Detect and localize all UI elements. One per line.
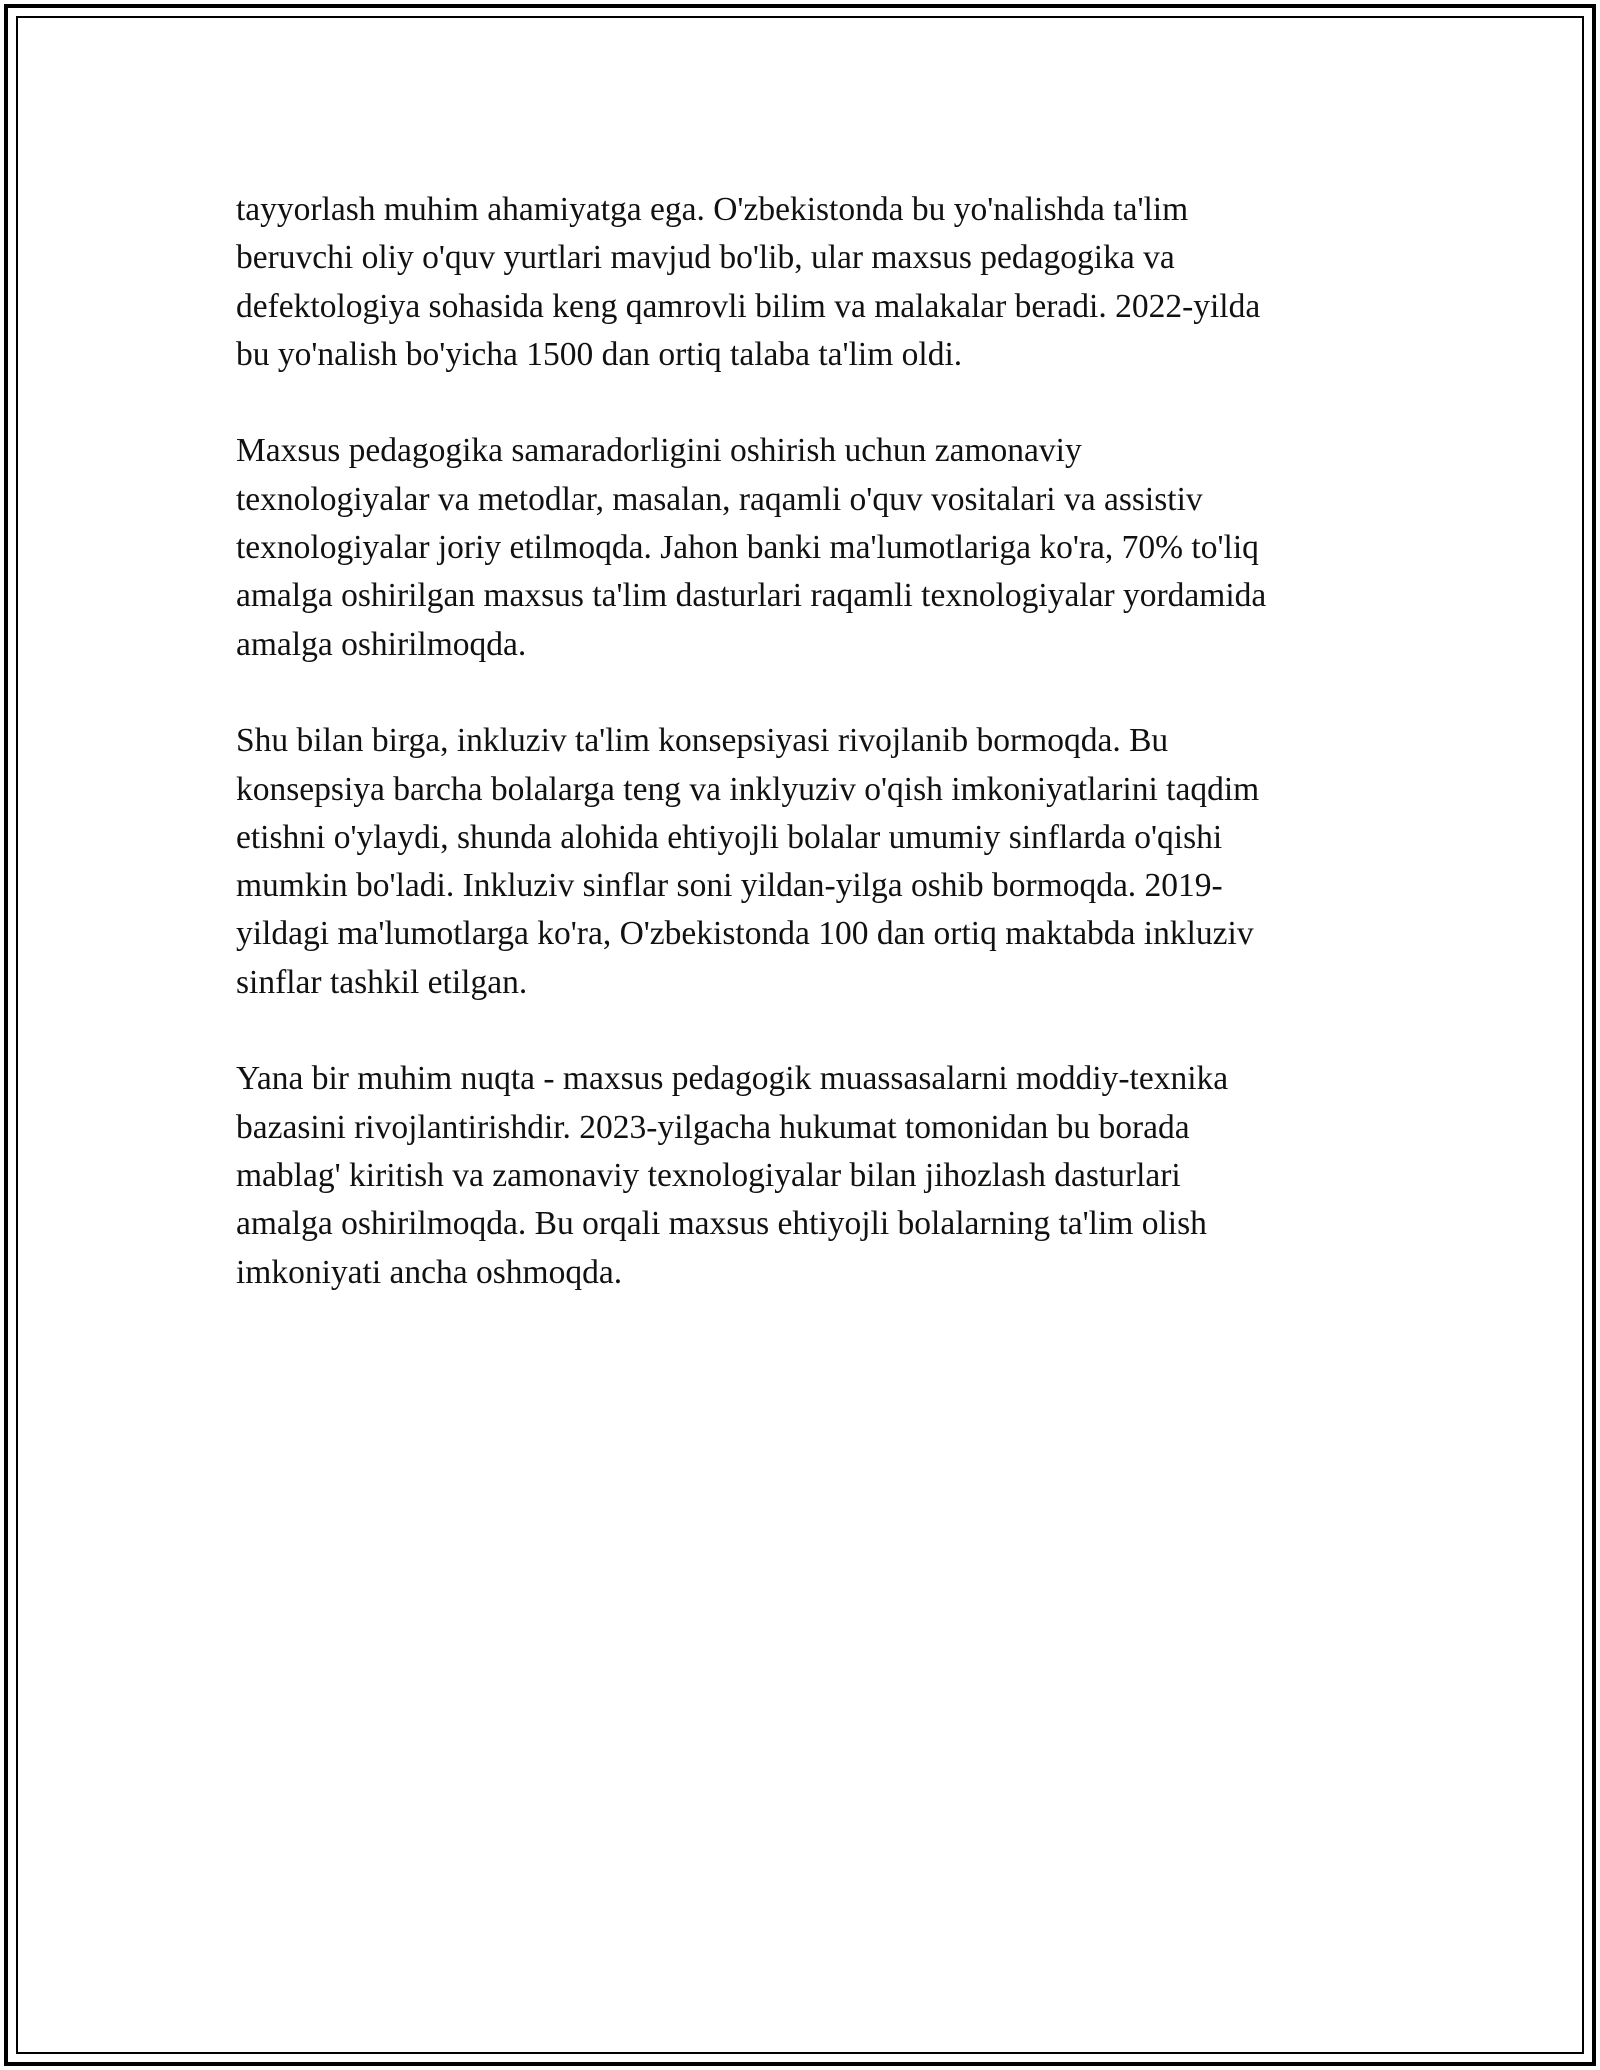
text-line: Maxsus pedagogika samaradorligini oshirish uchun zamonaviy xyxy=(236,432,1082,470)
text-line: amalga oshirilmoqda. Bu orqali maxsus ehtiyojli bolalarning ta'lim olish xyxy=(236,1205,1207,1243)
text-line: sinflar tashkil etilgan. xyxy=(236,963,528,1001)
paragraph-3 xyxy=(236,717,1376,1007)
text-line: tayyorlash muhim ahamiyatga ega. O'zbekistonda bu yo'nalishda ta'lim xyxy=(236,191,1189,228)
text-line: texnologiyalar joriy etilmoqda. Jahon banki ma'lumotlariga ko'ra, 70% to'liq xyxy=(236,529,1259,567)
text-line: mumkin bo'ladi. Inkluziv sinflar soni yildan-yilga oshib bormoqda. 2019- xyxy=(236,867,1223,905)
text-line: Shu bilan birga, inkluziv ta'lim konsepsiyasi rivojlanib bormoqda. Bu xyxy=(236,722,1169,760)
document-body xyxy=(236,186,1376,1345)
text-line: texnologiyalar va metodlar, masalan, raqamli o'quv vositalari va assistiv xyxy=(236,480,1203,518)
text-line: etishni o'ylaydi, shunda alohida ehtiyojli bolalar umumiy sinflarda o'qishi xyxy=(236,818,1223,856)
paragraph-1 xyxy=(236,186,1376,379)
text-line: yildagi ma'lumotlarga ko'ra, O'zbekistonda 100 dan ortiq maktabda inkluziv xyxy=(236,915,1254,953)
text-line: amalga oshirilmoqda. xyxy=(236,625,527,663)
text-line: mablag' kiritish va zamonaviy texnologiyalar bilan jihozlash dasturlari xyxy=(236,1156,1181,1194)
text-line: bazasini rivojlantirishdir. 2023-yilgacha hukumat tomonidan bu borada xyxy=(236,1108,1190,1146)
text-line: konsepsiya barcha bolalarga teng va inklyuziv o'qish imkoniyatlarini taqdim xyxy=(236,770,1260,808)
paragraph-2 xyxy=(236,427,1376,668)
text-line: defektologiya sohasida keng qamrovli bilim va malakalar beradi. 2022-yilda xyxy=(236,287,1261,325)
text-line: bu yo'nalish bo'yicha 1500 dan ortiq talaba ta'lim oldi. xyxy=(236,335,963,373)
text-line: Yana bir muhim nuqta - maxsus pedagogik muassasalarni moddiy-texnika xyxy=(236,1060,1229,1098)
text-line: amalga oshirilgan maxsus ta'lim dasturlari raqamli texnologiyalar yordamida xyxy=(236,577,1267,615)
text-line: imkoniyati ancha oshmoqda. xyxy=(236,1253,623,1291)
paragraph-4 xyxy=(236,1055,1376,1296)
text-line: beruvchi oliy o'quv yurtlari mavjud bo'lib, ular maxsus pedagogika va xyxy=(236,239,1175,277)
